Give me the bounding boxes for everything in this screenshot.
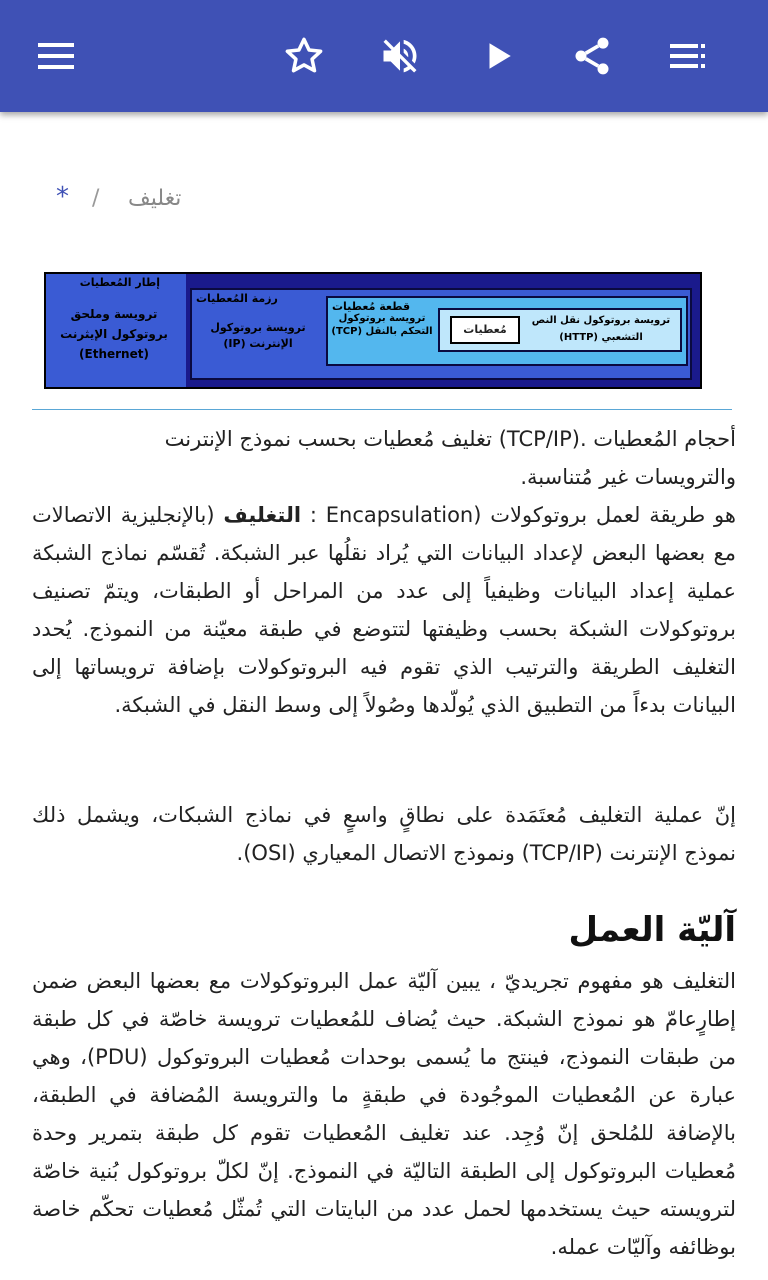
play-icon — [481, 39, 515, 73]
http-header-label: ترويسة بروتوكول نقل النص التشعبي (HTTP) — [531, 315, 671, 343]
ethernet-frame-area — [46, 274, 186, 387]
figure-divider — [32, 409, 732, 410]
tcp-header-label: ترويسة بروتوكول التحكم بالنقل (TCP) — [331, 313, 433, 337]
play-button[interactable] — [474, 32, 522, 80]
ip-header-label: ترويسة بروتوكول الإنترنت (IP) — [210, 321, 306, 350]
tcp-segment-box — [326, 296, 688, 366]
intro-body: (بالإنجليزية الاتصالات مع بعضها البعض لإعداد البيانات التي يُراد نقلُها عبر الشبكة. تُقسّم نماذج الشبكة عملية إعداد البيانات وظيفياً إلى عدد من المراحل أو الطبقات، ويتمّ تصنيف بروتوكولات الشبكة بحسب وظيفتها لتتوضع في طبقة معيّنة من النموذج. يُحدد التغليف الطريقة والترتيب الذي تقوم فيه البروتوكولات بإضافة ترويساتها إلى البيانات بدءاً من التطبيق الذي يُولّدها وصُولاً إلى وسط النقل في الشبكة. — [32, 503, 736, 717]
app-toolbar — [0, 0, 768, 112]
data-box: مُعطيات — [450, 316, 520, 344]
intro-paragraph — [32, 496, 736, 724]
ip-packet-title: رزمة المُعطيات — [196, 292, 278, 305]
list-icon — [668, 41, 708, 71]
ethernet-frame-title: إطار المُعطيات — [79, 276, 160, 289]
hamburger-icon — [36, 41, 76, 71]
menu-button[interactable] — [32, 32, 80, 80]
intro-prefix: هو طريقة لعمل بروتوكولات (Encapsulation : — [309, 503, 736, 527]
breadcrumb-home-link[interactable]: * — [56, 182, 69, 212]
mechanism-paragraph: التغليف هو مفهوم تجريديّ ، يبين آليّة عمل البروتوكولات مع بعضها البعض ضمن إطارٍعامّ هو نموذج الشبكة. حيث يُضاف للمُعطيات ترويسة خاصّة في كل طبقة من طبقات النموذج، فينتج ما يُسمى بوحدات مُعطيات البروتوكول (PDU)، وهي عبارة عن المُعطيات الموجُودة في طبقةٍ ما والترويسة المُضافة في الطبقة، بالإضافة للمُلحق إنّ وُجِد. عند تغليف المُعطيات تقوم كل طبقة بتمرير وحدة مُعطيات البروتوكول إلى الطبقة التاليّة في النموذج. إنّ لكلّ بروتوكول بُنية خاصّة لترويسته حيث يستخدمها لحمل عدد من البايتات التي تُمثّل مُعطيات تحكّم خاصة بوظائفه وآليّات عمله. — [32, 969, 736, 1259]
share-icon — [570, 34, 614, 78]
breadcrumb-current: تغليف — [128, 186, 182, 211]
scope-paragraph: إنّ عملية التغليف مُعتَمَدة على نطاقٍ واسعٍ في نماذج الشبكات، ويشمل ذلك نموذج الإنترنت (TCP/IP) ونموذج الاتصال المعياري (OSI). — [32, 803, 736, 865]
caption-line-1: أحجام المُعطيات .(TCP/IP) تغليف مُعطيات بحسب نموذج الإنترنت — [164, 427, 736, 451]
section-heading: آليّة العمل — [568, 910, 736, 950]
share-button[interactable] — [568, 32, 616, 80]
breadcrumb — [50, 182, 190, 218]
ip-packet-box — [190, 288, 692, 380]
tcp-segment-title: قطعة مُعطيات — [332, 300, 411, 313]
ethernet-header-label: ترويسة وملحق بروتوكول الإيثرنت (Ethernet) — [60, 307, 168, 361]
table-of-contents-button[interactable] — [664, 32, 712, 80]
http-header-box — [438, 308, 682, 352]
star-outline-icon — [283, 35, 325, 77]
intro-term: التغليف — [223, 503, 302, 527]
bookmark-button[interactable] — [280, 32, 328, 80]
caption-line-2: والترويسات غير مُتناسبة. — [520, 465, 736, 489]
breadcrumb-separator: / — [92, 186, 100, 211]
volume-off-icon — [378, 34, 422, 78]
figure-caption — [32, 420, 736, 496]
encapsulation-figure — [44, 272, 702, 389]
mute-button[interactable] — [376, 32, 424, 80]
